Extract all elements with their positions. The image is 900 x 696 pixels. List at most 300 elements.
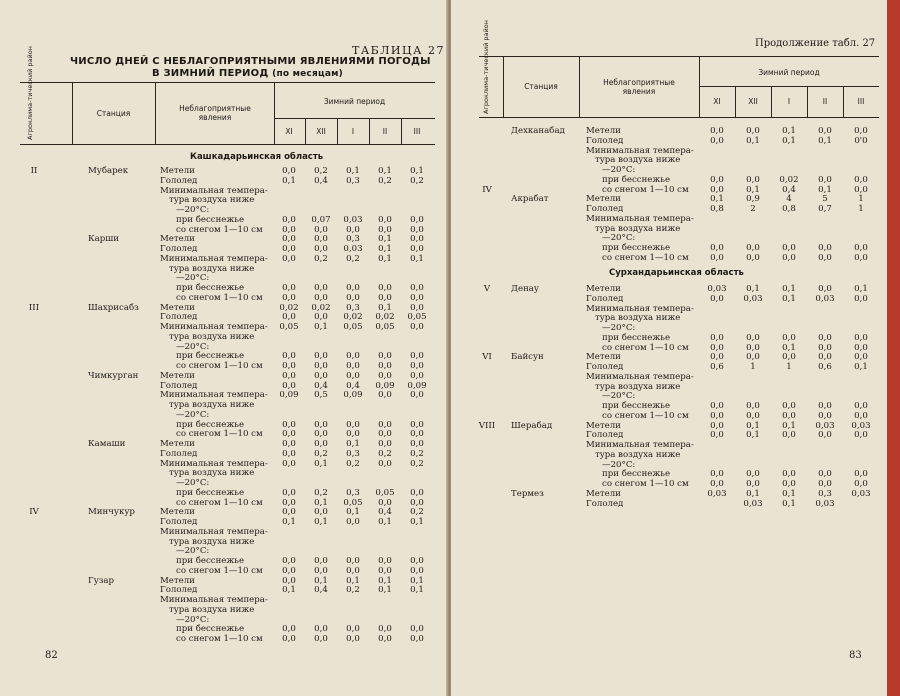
value-cell: 0,4 bbox=[782, 184, 796, 195]
header-divider bbox=[305, 118, 306, 144]
value-cell: 0,0 bbox=[710, 410, 724, 421]
table-row bbox=[0, 537, 449, 547]
value-cell: 0,09 bbox=[407, 380, 427, 391]
value-cell: 0,0 bbox=[710, 420, 724, 431]
value-cell: 0,1 bbox=[378, 253, 392, 264]
value-cell: 0,0 bbox=[282, 244, 296, 254]
phenomenon-cell: Минимальная темпера- bbox=[586, 371, 694, 382]
value-cell: 0,0 bbox=[282, 565, 296, 576]
value-cell: 0,0 bbox=[314, 234, 328, 245]
value-cell: 0,03 bbox=[851, 488, 871, 499]
value-cell: 4 bbox=[786, 194, 792, 205]
table-row bbox=[451, 323, 900, 333]
phenomenon-cell: Гололед bbox=[586, 362, 624, 372]
table-row bbox=[451, 224, 900, 234]
header-month: III bbox=[857, 97, 865, 106]
phenomenon-cell: при бесснежье bbox=[602, 332, 671, 343]
value-cell: 0,0 bbox=[782, 410, 796, 421]
value-cell: 0,9 bbox=[746, 194, 760, 205]
phenomenon-cell: —20°С: bbox=[176, 478, 210, 488]
value-cell: 0,0 bbox=[378, 439, 392, 449]
value-cell: 0,0 bbox=[710, 401, 724, 411]
value-cell: 0,0 bbox=[378, 224, 392, 235]
table-row bbox=[0, 342, 449, 352]
phenomenon-cell: Минимальная темпера- bbox=[586, 303, 694, 314]
value-cell: 0,0 bbox=[314, 370, 328, 381]
value-cell: 0,09 bbox=[279, 390, 299, 401]
value-cell: 0,0 bbox=[410, 634, 424, 644]
value-cell: 0,0 bbox=[818, 352, 832, 363]
phenomenon-cell: при бесснежье bbox=[602, 401, 671, 411]
phenomenon-cell: Метели bbox=[160, 234, 195, 245]
value-cell: 0,2 bbox=[346, 585, 360, 596]
header-month: XI bbox=[713, 97, 721, 106]
table-row bbox=[0, 624, 449, 634]
phenomenon-cell: Метели bbox=[586, 352, 621, 363]
phenomenon-cell: Гололед bbox=[160, 517, 198, 527]
value-cell: 0,3 bbox=[346, 448, 360, 459]
value-cell: 0,0 bbox=[346, 556, 360, 566]
header-divider bbox=[807, 86, 808, 117]
table-row bbox=[0, 225, 449, 235]
value-cell: 0,0 bbox=[818, 342, 832, 353]
value-cell: 0,0 bbox=[282, 624, 296, 635]
phenomenon-cell: Метели bbox=[160, 575, 195, 586]
station-cell: Камаши bbox=[88, 439, 126, 449]
phenomenon-cell: —20°С: bbox=[602, 323, 636, 333]
station-cell: Дехканабад bbox=[511, 126, 565, 136]
table-row bbox=[451, 352, 900, 362]
value-cell: 0,3 bbox=[818, 488, 832, 499]
value-cell: 0,05 bbox=[375, 322, 395, 332]
header-month: I bbox=[787, 97, 791, 106]
value-cell: 0,0 bbox=[346, 292, 360, 303]
phenomenon-cell: со снегом 1—10 см bbox=[176, 224, 263, 235]
table-row bbox=[451, 204, 900, 214]
value-cell: 0,0 bbox=[378, 292, 392, 303]
table-row bbox=[0, 410, 449, 420]
region-heading: Кашкадарьинская область bbox=[190, 152, 324, 162]
value-cell: 0,0 bbox=[378, 370, 392, 381]
district-cell: III bbox=[28, 302, 40, 313]
phenomenon-cell: тура воздуха ниже bbox=[595, 381, 681, 392]
value-cell: 0,0 bbox=[410, 224, 424, 235]
value-cell: 0,3 bbox=[346, 302, 360, 313]
table-row bbox=[451, 233, 900, 243]
value-cell: 0,0 bbox=[410, 302, 424, 313]
header-mid-rule bbox=[274, 118, 435, 119]
value-cell: 0,0 bbox=[282, 556, 296, 566]
table-row bbox=[0, 449, 449, 459]
value-cell: 0,1 bbox=[854, 284, 868, 294]
value-cell: 0,0 bbox=[818, 430, 832, 441]
value-cell: 0,1 bbox=[746, 430, 760, 441]
value-cell: 0,1 bbox=[378, 575, 392, 586]
value-cell: 0,0 bbox=[282, 283, 296, 293]
phenomenon-cell: Метели bbox=[160, 302, 195, 313]
value-cell: 0,05 bbox=[407, 312, 427, 323]
phenomenon-cell: при бесснежье bbox=[176, 351, 245, 362]
table-row bbox=[0, 459, 449, 469]
value-cell: 0,02 bbox=[343, 312, 363, 323]
station-cell: Минчукур bbox=[88, 507, 135, 518]
value-cell: 0,0 bbox=[818, 469, 832, 480]
value-cell: 1 bbox=[858, 204, 864, 214]
phenomenon-cell: при бесснежье bbox=[176, 556, 245, 566]
value-cell: 0,2 bbox=[346, 253, 360, 264]
value-cell: 0,0 bbox=[282, 292, 296, 303]
value-cell: 0,1 bbox=[346, 166, 360, 176]
table-row bbox=[0, 234, 449, 244]
value-cell: 0,05 bbox=[343, 497, 363, 508]
value-cell: 0,02 bbox=[279, 302, 299, 313]
phenomenon-cell: Гололед bbox=[160, 175, 198, 186]
value-cell: 0,1 bbox=[346, 575, 360, 586]
value-cell: 0,1 bbox=[782, 498, 796, 509]
value-cell: 0,4 bbox=[314, 175, 328, 186]
header-winter: Зимний период bbox=[323, 97, 386, 106]
header-top-rule bbox=[479, 56, 879, 57]
phenomenon-cell: со снегом 1—10 см bbox=[602, 184, 689, 195]
value-cell: 0,0 bbox=[378, 497, 392, 508]
value-cell: 0,0 bbox=[282, 312, 296, 323]
value-cell: 0,1 bbox=[818, 184, 832, 195]
header-phenomena: Неблагоприятные явления bbox=[179, 104, 251, 122]
left-page bbox=[0, 0, 449, 696]
value-cell: 0,0 bbox=[282, 234, 296, 245]
value-cell: 0,0 bbox=[782, 401, 796, 411]
header-winter: Зимний период bbox=[758, 68, 820, 77]
value-cell: 0,6 bbox=[818, 362, 832, 372]
table-row bbox=[0, 166, 449, 176]
header-divider bbox=[699, 56, 700, 117]
value-cell: 0,0 bbox=[282, 497, 296, 508]
station-cell: Шахрисабз bbox=[88, 302, 139, 313]
value-cell: 0,0 bbox=[818, 126, 832, 136]
phenomenon-cell: Метели bbox=[586, 284, 621, 294]
phenomenon-cell: —20°С: bbox=[176, 341, 210, 352]
header-bottom-rule bbox=[20, 144, 435, 145]
value-cell: 0,0 bbox=[314, 361, 328, 371]
value-cell: 0,0 bbox=[282, 419, 296, 430]
table-row bbox=[0, 615, 449, 625]
phenomenon-cell: Минимальная темпера- bbox=[160, 526, 268, 537]
value-cell: 0,0 bbox=[314, 624, 328, 635]
phenomenon-cell: со снегом 1—10 см bbox=[602, 410, 689, 421]
value-cell: 0,0 bbox=[346, 419, 360, 430]
table-row bbox=[0, 468, 449, 478]
value-cell: 0,03 bbox=[743, 498, 763, 509]
header-divider bbox=[337, 118, 338, 144]
value-cell: 0,03 bbox=[815, 420, 835, 431]
header-divider bbox=[155, 82, 156, 144]
header-divider bbox=[843, 86, 844, 117]
value-cell: 0,0 bbox=[746, 243, 760, 253]
phenomenon-cell: Минимальная темпера- bbox=[160, 390, 268, 401]
value-cell: 0,0 bbox=[346, 624, 360, 635]
value-cell: 0,2 bbox=[410, 175, 424, 186]
phenomenon-cell: Гололед bbox=[160, 585, 198, 596]
value-cell: 0,0 bbox=[854, 243, 868, 253]
value-cell: 0,0 bbox=[314, 634, 328, 644]
table-row bbox=[451, 155, 900, 165]
value-cell: 0,0 bbox=[410, 390, 424, 401]
value-cell: 0,0 bbox=[282, 458, 296, 469]
table-row bbox=[0, 293, 449, 303]
table-row bbox=[0, 527, 449, 537]
phenomenon-cell: —20°С: bbox=[602, 233, 636, 244]
value-cell: 0,0 bbox=[378, 361, 392, 371]
table-row bbox=[0, 400, 449, 410]
value-cell: 0,0 bbox=[346, 361, 360, 371]
value-cell: 0,02 bbox=[311, 302, 331, 313]
table-row bbox=[0, 351, 449, 361]
value-cell: 0,02 bbox=[779, 174, 799, 185]
value-cell: 0,0 bbox=[854, 410, 868, 421]
value-cell: 0,0 bbox=[782, 243, 796, 253]
table-row bbox=[451, 479, 900, 489]
table-row bbox=[0, 371, 449, 381]
table-row bbox=[0, 605, 449, 615]
phenomenon-cell: со снегом 1—10 см bbox=[602, 252, 689, 263]
value-cell: 0,0 bbox=[410, 370, 424, 381]
table-row bbox=[451, 382, 900, 392]
continuation-label: Продолжение табл. 27 bbox=[755, 38, 876, 49]
value-cell: 0,05 bbox=[343, 322, 363, 332]
value-cell: 0,0 bbox=[818, 410, 832, 421]
value-cell: 0,0 bbox=[746, 410, 760, 421]
table-row bbox=[0, 556, 449, 566]
value-cell: 0,03 bbox=[707, 284, 727, 294]
header-month: XI bbox=[285, 127, 293, 136]
value-cell: 0,1 bbox=[346, 439, 360, 449]
district-cell: V bbox=[483, 284, 491, 294]
phenomenon-cell: Минимальная темпера- bbox=[160, 185, 268, 196]
phenomenon-cell: тура воздуха ниже bbox=[595, 313, 681, 324]
station-cell: Чимкурган bbox=[88, 370, 139, 381]
value-cell: 0,3 bbox=[346, 487, 360, 498]
header-month: II bbox=[822, 97, 828, 106]
district-cell: VI bbox=[482, 352, 492, 363]
header-divider bbox=[771, 86, 772, 117]
value-cell: 0,1 bbox=[410, 585, 424, 596]
phenomenon-cell: со снегом 1—10 см bbox=[176, 497, 263, 508]
value-cell: 0,03 bbox=[851, 420, 871, 431]
value-cell: 0,0 bbox=[782, 469, 796, 480]
phenomenon-cell: —20°С: bbox=[176, 614, 210, 625]
value-cell: 0,0 bbox=[410, 361, 424, 371]
phenomenon-cell: при бесснежье bbox=[176, 419, 245, 430]
header-district: Агроклима-тический район bbox=[26, 46, 34, 140]
table-row bbox=[451, 469, 900, 479]
table-row bbox=[451, 146, 900, 156]
value-cell: 0,0 bbox=[854, 342, 868, 353]
table-row bbox=[451, 489, 900, 499]
value-cell: 0,0 bbox=[746, 332, 760, 343]
phenomenon-cell: Минимальная темпера- bbox=[160, 458, 268, 469]
phenomenon-cell: при бесснежье bbox=[602, 469, 671, 480]
header-divider bbox=[369, 118, 370, 144]
table-row bbox=[0, 478, 449, 488]
value-cell: 0,0 bbox=[410, 322, 424, 332]
value-cell: 0,1 bbox=[410, 166, 424, 176]
table-label: ТАБЛИЦА 27 bbox=[352, 44, 445, 57]
value-cell: 0,1 bbox=[378, 302, 392, 313]
phenomenon-cell: со снегом 1—10 см bbox=[176, 361, 263, 371]
value-cell: 0,0 bbox=[378, 624, 392, 635]
header-month: I bbox=[351, 127, 355, 136]
value-cell: 0,0 bbox=[782, 252, 796, 263]
value-cell: 0,0 bbox=[314, 224, 328, 235]
station-cell: Мубарек bbox=[88, 166, 129, 176]
header-divider bbox=[579, 56, 580, 117]
value-cell: 0,0 bbox=[854, 479, 868, 489]
value-cell: 0,1 bbox=[314, 497, 328, 508]
value-cell: 0,0 bbox=[854, 430, 868, 441]
table-row bbox=[451, 333, 900, 343]
value-cell: 0,0 bbox=[710, 352, 724, 363]
phenomenon-cell: при бесснежье bbox=[176, 487, 245, 498]
table-row bbox=[451, 126, 900, 136]
table-row bbox=[451, 460, 900, 470]
value-cell: 0,1 bbox=[782, 293, 796, 304]
value-cell: 0,1 bbox=[282, 585, 296, 596]
value-cell: 0,4 bbox=[314, 380, 328, 391]
value-cell: 0,1 bbox=[746, 284, 760, 294]
value-cell: 0,03 bbox=[343, 244, 363, 254]
value-cell: 0,0 bbox=[346, 565, 360, 576]
value-cell: 0,2 bbox=[378, 175, 392, 186]
value-cell: 0,0 bbox=[854, 293, 868, 304]
value-cell: 0,0 bbox=[746, 469, 760, 480]
value-cell: 0,0 bbox=[410, 244, 424, 254]
table-row bbox=[451, 284, 900, 294]
phenomenon-cell: Гололед bbox=[160, 380, 198, 391]
phenomenon-cell: Метели bbox=[586, 126, 621, 136]
book-cover-edge bbox=[887, 0, 900, 696]
table-row bbox=[0, 186, 449, 196]
phenomenon-cell: со снегом 1—10 см bbox=[602, 479, 689, 489]
value-cell: 0,0 bbox=[746, 252, 760, 263]
value-cell: 0,0 bbox=[314, 556, 328, 566]
table-row bbox=[451, 165, 900, 175]
phenomenon-cell: Метели bbox=[160, 507, 195, 518]
value-cell: 0,1 bbox=[710, 194, 724, 205]
value-cell: 0,0 bbox=[410, 214, 424, 225]
table-row bbox=[0, 576, 449, 586]
header-divider bbox=[274, 82, 275, 144]
table-row bbox=[451, 343, 900, 353]
phenomenon-cell: Гололед bbox=[160, 312, 198, 323]
value-cell: 0,0 bbox=[746, 342, 760, 353]
value-cell: 0,1 bbox=[782, 488, 796, 499]
phenomenon-cell: тура воздуха ниже bbox=[169, 468, 255, 479]
value-cell: 0,2 bbox=[314, 253, 328, 264]
table-row bbox=[0, 381, 449, 391]
value-cell: 0,0 bbox=[818, 479, 832, 489]
value-cell: 1 bbox=[858, 194, 864, 205]
value-cell: 0,1 bbox=[410, 517, 424, 527]
district-cell: VIII bbox=[478, 420, 496, 431]
value-cell: 0,1 bbox=[410, 575, 424, 586]
value-cell: 0,0 bbox=[710, 469, 724, 480]
phenomenon-cell: —20°С: bbox=[176, 409, 210, 420]
value-cell: 0,0 bbox=[710, 293, 724, 304]
phenomenon-cell: Гололед bbox=[160, 244, 198, 254]
value-cell: 0,2 bbox=[314, 487, 328, 498]
value-cell: 0,1 bbox=[746, 135, 760, 146]
value-cell: 0,07 bbox=[311, 214, 331, 225]
header-phenomena: Неблагоприятные явления bbox=[603, 78, 675, 96]
phenomenon-cell: Метели bbox=[160, 166, 195, 176]
value-cell: 0,0 bbox=[410, 292, 424, 303]
table-row bbox=[0, 332, 449, 342]
value-cell: 0,0 bbox=[282, 634, 296, 644]
phenomenon-cell: Метели bbox=[586, 194, 621, 205]
value-cell: 0,0 bbox=[378, 634, 392, 644]
value-cell: 0,0 bbox=[710, 184, 724, 195]
table-row bbox=[0, 507, 449, 517]
value-cell: 0,2 bbox=[314, 166, 328, 176]
value-cell: 0,7 bbox=[818, 204, 832, 214]
value-cell: 0,09 bbox=[375, 380, 395, 391]
value-cell: 0,2 bbox=[410, 448, 424, 459]
phenomenon-cell: Гололед bbox=[160, 448, 198, 459]
phenomenon-cell: Метели bbox=[586, 488, 621, 499]
value-cell: 0,0 bbox=[854, 184, 868, 195]
value-cell: 0,0 bbox=[854, 126, 868, 136]
phenomenon-cell: Метели bbox=[160, 370, 195, 381]
table-row bbox=[0, 273, 449, 283]
value-cell: 0,0 bbox=[378, 458, 392, 469]
value-cell: 0,0 bbox=[410, 556, 424, 566]
value-cell: 0,1 bbox=[314, 575, 328, 586]
header-top-rule bbox=[20, 82, 435, 83]
value-cell: 0,1 bbox=[314, 458, 328, 469]
table-row bbox=[0, 498, 449, 508]
value-cell: 0,0 bbox=[410, 234, 424, 245]
page-number: 82 bbox=[45, 650, 58, 661]
value-cell: 0,0 bbox=[378, 283, 392, 293]
value-cell: 0,2 bbox=[314, 448, 328, 459]
table-row bbox=[0, 205, 449, 215]
table-row bbox=[451, 214, 900, 224]
value-cell: 0,0 bbox=[282, 361, 296, 371]
value-cell: 0,2 bbox=[410, 507, 424, 518]
value-cell: 0,0 bbox=[346, 351, 360, 362]
phenomenon-cell: при бесснежье bbox=[602, 174, 671, 185]
table-row bbox=[0, 390, 449, 400]
table-row bbox=[451, 421, 900, 431]
page-number: 83 bbox=[849, 650, 862, 661]
phenomenon-cell: —20°С: bbox=[176, 205, 210, 215]
phenomenon-cell: Минимальная темпера- bbox=[160, 595, 268, 605]
value-cell: 0,1 bbox=[782, 342, 796, 353]
value-cell: 0,05 bbox=[279, 322, 299, 332]
value-cell: 0,0 bbox=[746, 401, 760, 411]
value-cell: 0,0 bbox=[314, 429, 328, 440]
table-row bbox=[0, 566, 449, 576]
phenomenon-cell: —20°С: bbox=[176, 546, 210, 557]
value-cell: 0,1 bbox=[746, 488, 760, 499]
value-cell: 0,09 bbox=[343, 390, 363, 401]
header-bottom-rule bbox=[479, 117, 879, 118]
value-cell: 0,0 bbox=[314, 244, 328, 254]
header-station: Станция bbox=[524, 82, 558, 91]
value-cell: 0,4 bbox=[314, 585, 328, 596]
value-cell: 0,3 bbox=[346, 234, 360, 245]
value-cell: 0,0 bbox=[854, 252, 868, 263]
